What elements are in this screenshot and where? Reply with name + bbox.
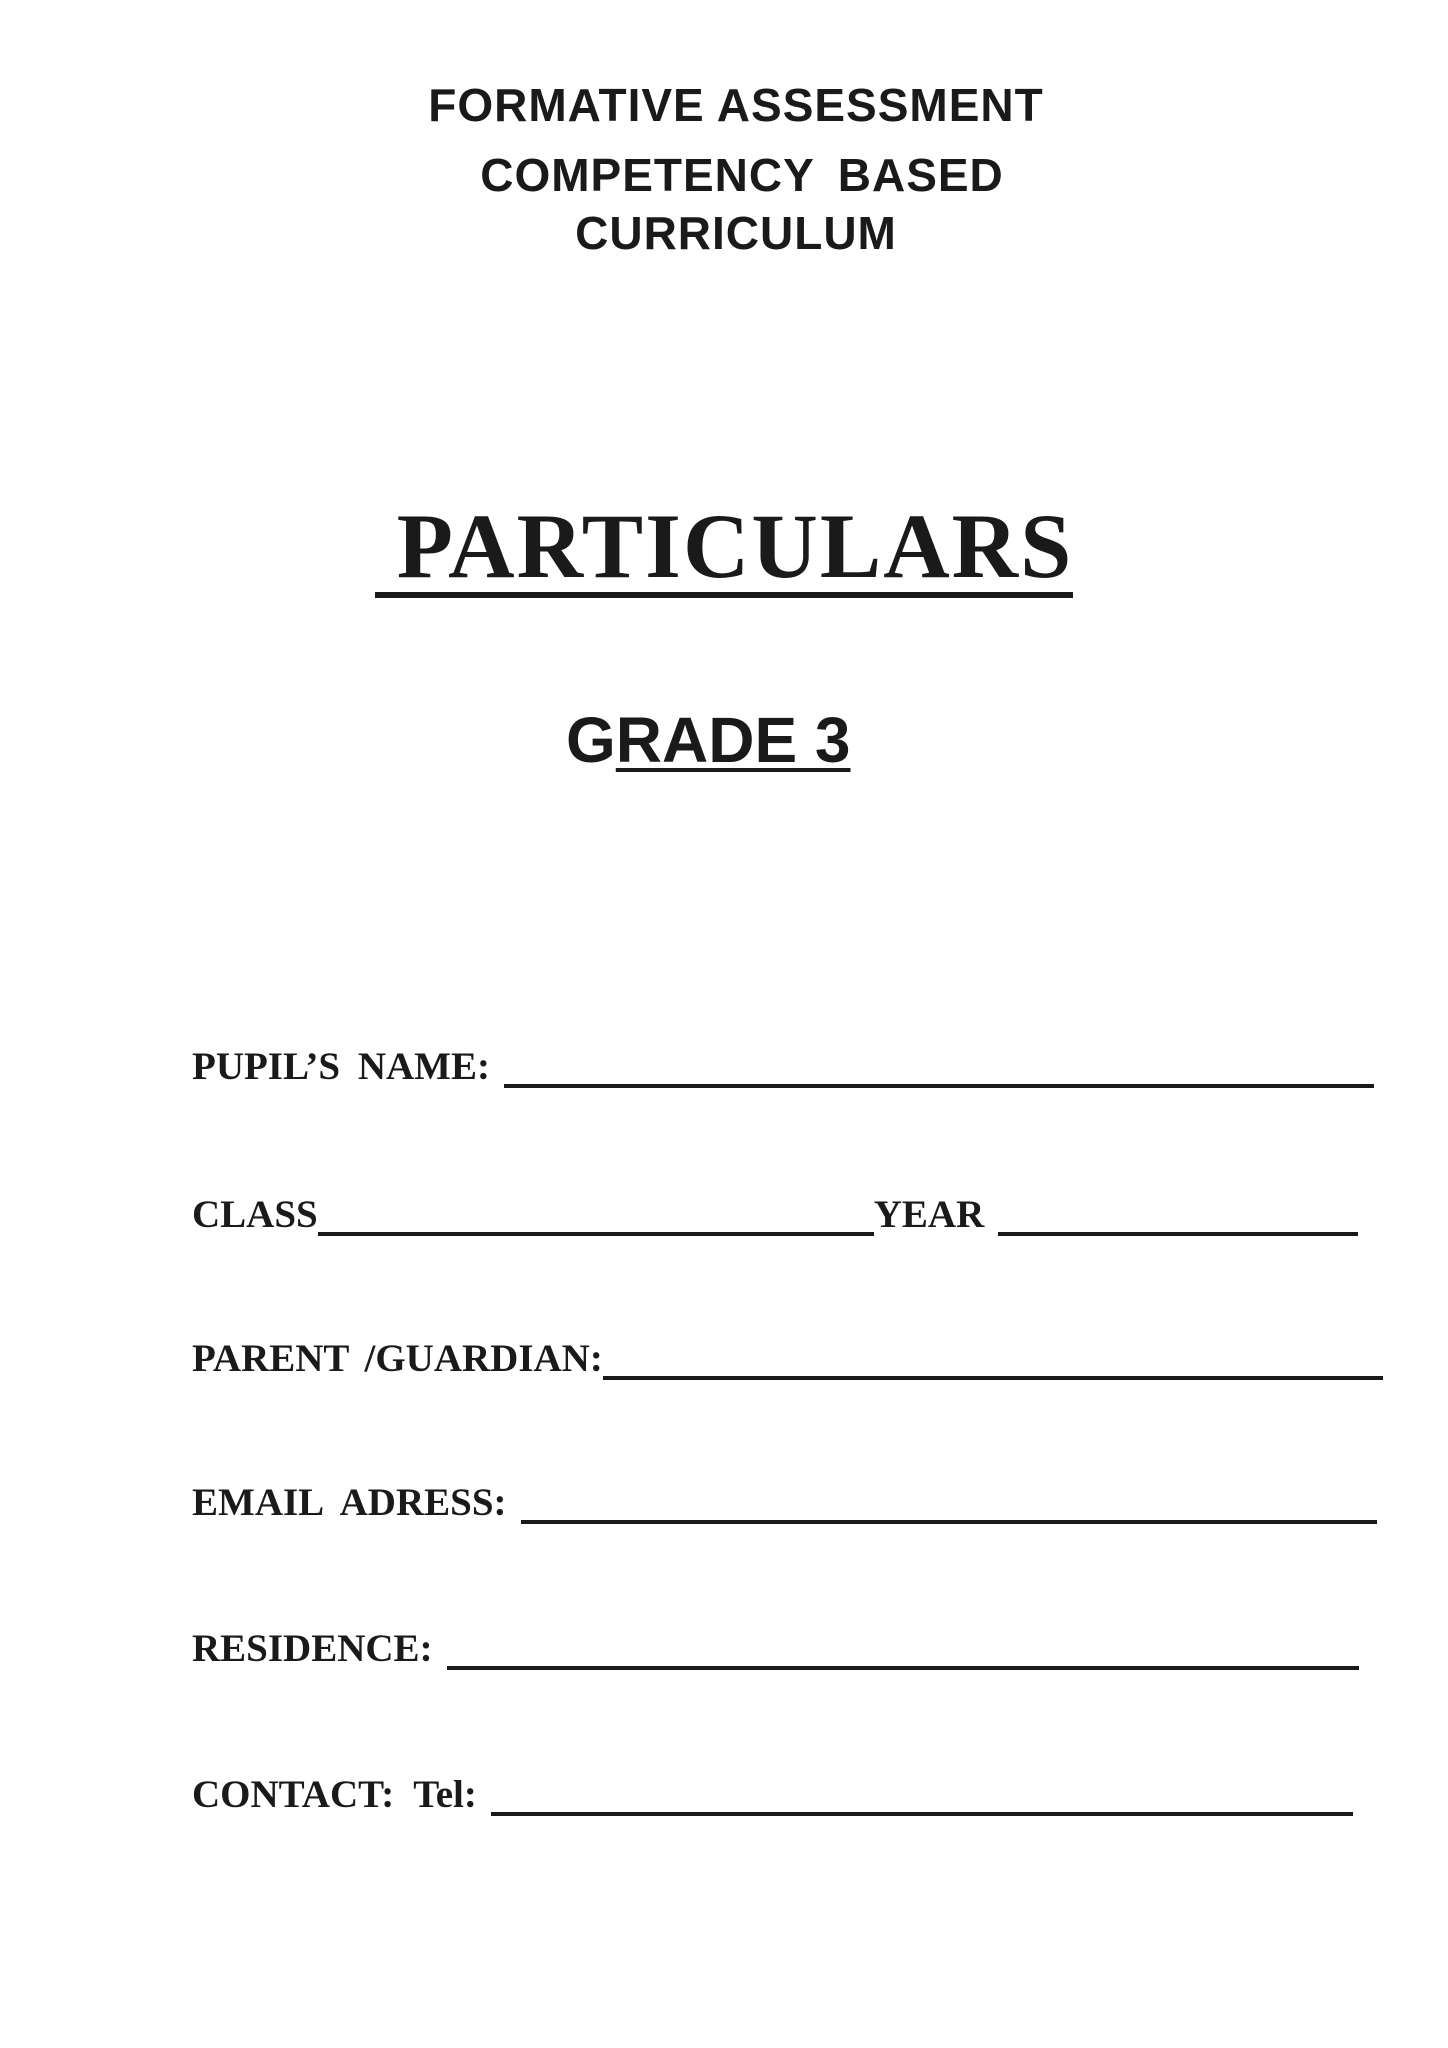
residence-row — [192, 1622, 1359, 1672]
parent-guardian-row — [192, 1332, 1383, 1382]
class-year-row — [192, 1188, 1358, 1238]
parent-guardian-field[interactable] — [603, 1376, 1383, 1380]
page-title-text: PARTICULARS — [375, 500, 1073, 598]
email-field[interactable] — [521, 1520, 1377, 1524]
class-label: CLASS — [192, 1193, 318, 1236]
grade-heading-rest: RADE 3 — [615, 704, 851, 776]
grade-heading-first-letter: G — [566, 704, 616, 776]
email-label: EMAIL ADRESS: — [192, 1481, 507, 1524]
grade-heading — [566, 704, 851, 776]
page-title — [0, 495, 1448, 598]
contact-row — [192, 1768, 1353, 1818]
header-line-2: COMPETENCY BASED — [480, 149, 1004, 201]
pupil-name-label: PUPIL’S NAME: — [192, 1045, 490, 1088]
header-line-3: CURRICULUM — [575, 207, 897, 259]
contact-tel-field[interactable] — [491, 1812, 1353, 1816]
parent-guardian-label: PARENT /GUARDIAN: — [192, 1337, 603, 1380]
residence-field[interactable] — [447, 1666, 1359, 1670]
pupil-name-field[interactable] — [504, 1084, 1374, 1088]
header-line-1: FORMATIVE ASSESSMENT — [428, 79, 1044, 131]
year-label: YEAR — [873, 1193, 985, 1236]
contact-label: CONTACT: Tel: — [192, 1773, 477, 1816]
class-field[interactable] — [318, 1232, 874, 1236]
email-row — [192, 1476, 1377, 1526]
pupil-name-row — [192, 1040, 1374, 1090]
residence-label: RESIDENCE: — [192, 1627, 433, 1670]
year-field[interactable] — [998, 1232, 1358, 1236]
